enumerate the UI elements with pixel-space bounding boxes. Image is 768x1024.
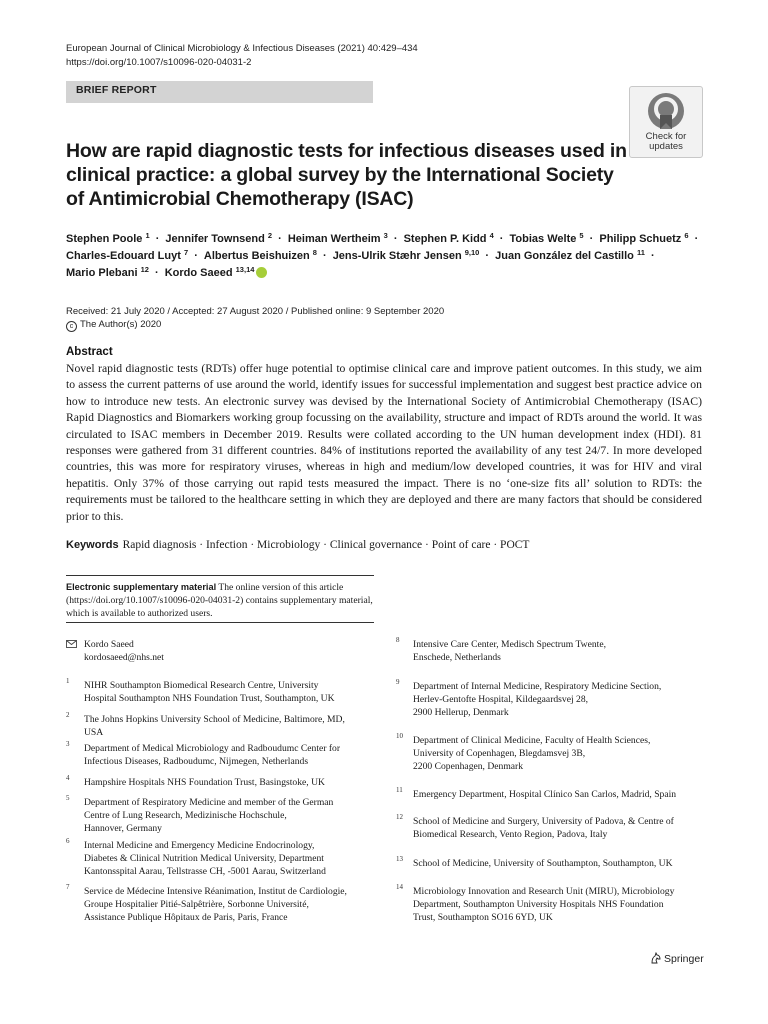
affiliation-text xyxy=(413,815,674,841)
envelope-icon xyxy=(66,640,77,648)
journal-citation: European Journal of Clinical Microbiology & Infectious Diseases (2021) 40:429–434 xyxy=(66,43,418,54)
affiliation-line: Enschede, Netherlands xyxy=(413,652,501,663)
affiliation-text xyxy=(413,885,674,924)
author-entry xyxy=(510,233,584,245)
affiliation-number: 3 xyxy=(66,740,70,748)
author-entry xyxy=(165,267,268,279)
affiliation-line: Department of Internal Medicine, Respiratory Medicine Section, xyxy=(413,681,662,692)
affiliation-number: 7 xyxy=(66,883,70,891)
affiliation-line: Intensive Care Center, Medisch Spectrum Twente, xyxy=(413,639,606,650)
author-affiliation-ref: 8 xyxy=(312,248,317,257)
affiliation-line: Internal Medicine and Emergency Medicine Endocrinology, xyxy=(84,840,315,851)
affiliation-text xyxy=(84,796,333,835)
check-for-updates-button[interactable] xyxy=(629,86,703,158)
affiliation-text xyxy=(413,788,676,801)
springer-horse-icon xyxy=(650,952,662,964)
author-entry xyxy=(165,233,272,245)
affiliation-line: Hannover, Germany xyxy=(84,823,162,834)
affiliation-text xyxy=(84,679,335,705)
keywords-line xyxy=(66,539,529,551)
affiliation-line: 2200 Copenhagen, Denmark xyxy=(413,761,524,772)
copyright-icon: c xyxy=(66,321,77,332)
author-affiliation-ref: 1 xyxy=(145,231,150,240)
author-separator: · xyxy=(647,250,655,262)
abstract-heading: Abstract xyxy=(66,346,113,358)
author-list xyxy=(66,231,706,282)
affiliation-line: Microbiology Innovation and Research Unit (MIRU), Microbiology xyxy=(413,886,675,897)
author-name[interactable]: Stephen P. Kidd xyxy=(403,233,487,245)
author-entry xyxy=(495,250,645,262)
author-entry xyxy=(204,250,317,262)
affiliation-line: 2900 Hellerup, Denmark xyxy=(413,707,509,718)
journal-header xyxy=(66,42,418,70)
article-title: How are rapid diagnostic tests for infectious diseases used in clinical practice: a global survey by the International Society of Antimicrobial Chemotherapy (ISAC) xyxy=(66,140,627,210)
author-affiliation-ref: 7 xyxy=(183,248,189,257)
affiliation-number: 13 xyxy=(396,855,403,863)
affiliation-text xyxy=(413,680,661,719)
author-name[interactable]: Philipp Schuetz xyxy=(599,233,682,245)
esm-divider-top xyxy=(66,575,374,576)
affiliation-number: 12 xyxy=(396,813,403,821)
affiliation-number: 1 xyxy=(66,677,70,685)
affiliation-text xyxy=(84,885,347,924)
affiliation-text xyxy=(413,734,650,773)
affiliation-line: Hampshire Hospitals NHS Foundation Trust, Basingstoke, UK xyxy=(84,777,325,788)
check-updates-text: Check for updates xyxy=(645,131,687,152)
supplementary-note xyxy=(66,581,374,620)
author-entry xyxy=(66,233,150,245)
affiliation-number: 6 xyxy=(66,837,70,845)
author-affiliation-ref: 2 xyxy=(267,231,273,240)
author-separator: · xyxy=(275,233,285,245)
author-separator: · xyxy=(691,233,699,245)
affiliation-line: The Johns Hopkins University School of Medicine, Baltimore, MD, xyxy=(84,714,345,725)
author-name[interactable]: Jennifer Townsend xyxy=(165,233,265,245)
author-name[interactable]: Juan González del Castillo xyxy=(495,250,634,262)
author-separator: · xyxy=(482,250,493,262)
affiliation-line: Trust, Southampton SO16 6YD, UK xyxy=(413,912,553,923)
affiliation-line: Centre of Lung Research, Medizinische Hochschule, xyxy=(84,810,287,821)
orcid-icon[interactable] xyxy=(256,267,267,278)
affiliation-line: USA xyxy=(84,727,104,738)
author-affiliation-ref: 5 xyxy=(579,231,584,240)
affiliation-number: 2 xyxy=(66,711,70,719)
doi-link[interactable]: https://doi.org/10.1007/s10096-020-04031-2 xyxy=(66,57,252,68)
author-name[interactable]: Albertus Beishuizen xyxy=(203,250,310,262)
affiliation-text xyxy=(84,776,325,789)
author-entry xyxy=(66,267,149,279)
author-affiliation-ref: 9,10 xyxy=(464,248,480,257)
author-entry xyxy=(599,233,688,245)
crossmark-icon xyxy=(646,91,686,131)
affiliation-number: 5 xyxy=(66,794,70,802)
affiliation-number: 4 xyxy=(66,774,70,782)
affiliation-line: University of Copenhagen, Blegdamsvej 3B, xyxy=(413,748,586,759)
affiliation-line: Groupe Hospitalier Pitié-Salpêtrière, Sorbonne Université, xyxy=(84,899,309,910)
author-entry xyxy=(66,250,188,262)
author-separator: · xyxy=(191,250,201,262)
affiliation-line: Assistance Publique Hôpitaux de Paris, Paris, France xyxy=(84,912,288,923)
copyright-line: c The Author(s) 2020 xyxy=(66,318,161,332)
esm-divider-bottom xyxy=(66,622,374,623)
affiliation-line: NIHR Southampton Biomedical Research Centre, University xyxy=(84,680,319,691)
affiliation-text xyxy=(84,742,340,768)
author-separator: · xyxy=(496,233,507,245)
author-affiliation-ref: 11 xyxy=(636,248,645,257)
author-separator: · xyxy=(586,233,597,245)
affiliation-text xyxy=(413,857,673,870)
affiliation-line: Hospital Southampton NHS Foundation Trust, Southampton, UK xyxy=(84,693,335,704)
author-affiliation-ref: 13,14 xyxy=(235,265,255,274)
affiliation-text xyxy=(84,713,345,739)
affiliation-text xyxy=(84,839,326,878)
corresponding-author-name: Kordo Saeed xyxy=(84,639,134,650)
abstract-text: Novel rapid diagnostic tests (RDTs) offer huge potential to optimise clinical care and improve patient outcomes. In this study, we aim to assess the current patterns of use around the world, identify issues for successful implementation and suggest best practice advice on how to introduce new tests. An electronic survey was devised by the International Society of Antimicrobial Chemotherapy (ISAC) Rapid Diagnostics and Biomarkers working group focussing on the availability, structure and impact of RDTs around the world. It was circulated to ISAC members in December 2019. Results were collated according to the UN human development index (HDI). 81 responses were gathered from 31 different countries. 84% of institutions reported the availability of any test 24/7. In more developed countries, this was more for respiratory viruses, whereas in high and medium/low developed countries, it was for HIV and viral hepatitis. Only 37% of those carrying out rapid tests measured the impact. There is no ‘one-size fits all’ solution to RDTs: the requirements must be tailored to the healthcare setting in which they are deployed and there are many factors that should be considered prior to this. xyxy=(66,362,702,523)
author-name[interactable]: Charles-Edouard Luyt xyxy=(66,250,181,262)
author-name[interactable]: Kordo Saeed xyxy=(164,267,233,279)
keywords-label: Keywords xyxy=(66,539,119,551)
author-name[interactable]: Jens-Ulrik Stæhr Jensen xyxy=(332,250,462,262)
affiliation-line: Department of Medical Microbiology and Radboudumc Center for xyxy=(84,743,341,754)
author-affiliation-ref: 12 xyxy=(140,265,149,274)
affiliation-line: Diabetes & Clinical Nutrition Medical University, Department xyxy=(84,853,324,864)
affiliation-line: Infectious Diseases, Radboudumc, Nijmegen, Netherlands xyxy=(84,756,309,767)
author-name[interactable]: Stephen Poole xyxy=(66,233,143,245)
author-affiliation-ref: 3 xyxy=(383,231,388,240)
affiliation-number: 10 xyxy=(396,732,403,740)
author-separator: · xyxy=(152,233,163,245)
esm-label: Electronic supplementary material xyxy=(66,582,217,592)
author-name[interactable]: Tobias Welte xyxy=(509,233,577,245)
corresponding-author-email[interactable]: kordosaeed@nhs.net xyxy=(84,652,164,663)
affiliation-line: School of Medicine, University of Southampton, Southampton, UK xyxy=(413,858,673,869)
esm-text: The online version of this article (https://doi.org/10.1007/s10096-020-04031-2) contains supplementary material, which is available to authorized users. xyxy=(66,582,373,619)
author-entry xyxy=(404,233,494,245)
affiliation-line: Department of Clinical Medicine, Faculty of Health Sciences, xyxy=(413,735,651,746)
affiliation-line: Kantonsspital Aarau, Tellstrasse CH, -5001 Aarau, Switzerland xyxy=(84,866,326,877)
author-separator: · xyxy=(319,250,330,262)
affiliation-line: Service de Médecine Intensive Réanimation, Institut de Cardiologie, xyxy=(84,886,347,897)
author-name[interactable]: Mario Plebani xyxy=(66,267,138,279)
affiliation-line: Biomedical Research, Vento Region, Padova, Italy xyxy=(413,829,608,840)
author-separator: · xyxy=(390,233,401,245)
affiliation-line: Department, Southampton University Hospitals NHS Foundation xyxy=(413,899,664,910)
affiliation-number: 11 xyxy=(396,786,403,794)
publisher-name: Springer xyxy=(664,953,704,965)
affiliation-number: 14 xyxy=(396,883,403,891)
affiliation-line: Department of Respiratory Medicine and member of the German xyxy=(84,797,334,808)
author-affiliation-ref: 4 xyxy=(489,231,494,240)
report-type-label: BRIEF REPORT xyxy=(76,84,157,96)
author-entry xyxy=(333,250,480,262)
affiliation-number: 9 xyxy=(396,678,400,686)
keywords-list: Rapid diagnosis · Infection · Microbiology · Clinical governance · Point of care · POCT xyxy=(122,539,530,551)
affiliation-number: 8 xyxy=(396,636,400,644)
author-entry xyxy=(288,233,388,245)
affiliation-line: Emergency Department, Hospital Clínico San Carlos, Madrid, Spain xyxy=(413,789,677,800)
author-name[interactable]: Heiman Wertheim xyxy=(287,233,381,245)
publication-dates: Received: 21 July 2020 / Accepted: 27 August 2020 / Published online: 9 September 2020 xyxy=(66,306,445,317)
author-affiliation-ref: 6 xyxy=(684,231,689,240)
affiliation-line: School of Medicine and Surgery, University of Padova, & Centre of xyxy=(413,816,674,827)
publisher-footer xyxy=(650,952,704,965)
affiliation-text xyxy=(413,638,606,664)
affiliation-line: Herlev-Gentofte Hospital, Kildegaardsvej 28, xyxy=(413,694,589,705)
author-separator: · xyxy=(151,267,162,279)
